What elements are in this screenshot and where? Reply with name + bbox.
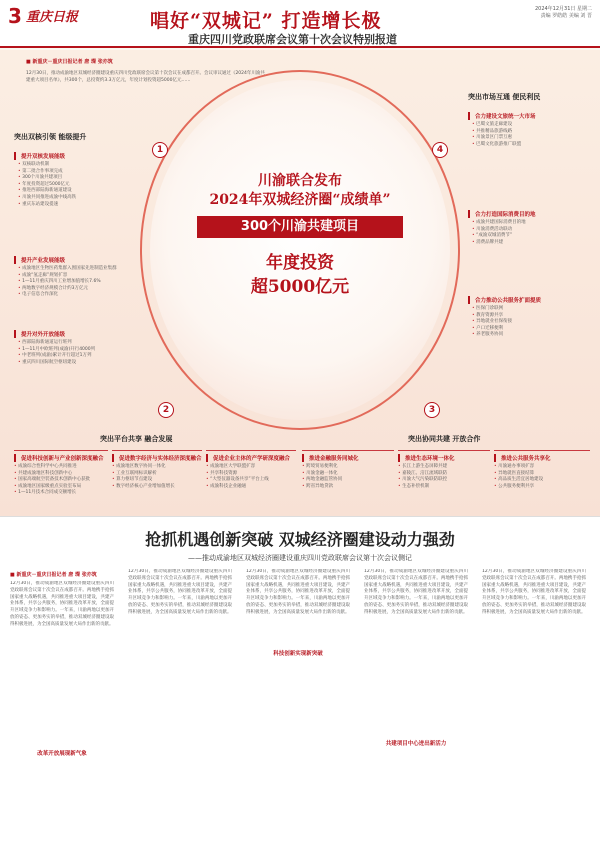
list-item: • 共建成渝地区科技创新中心 (14, 471, 108, 478)
page-content (0, 50, 600, 848)
section-number-1: 1 (152, 142, 168, 158)
list-item: • 成渝地区生物医药集群入围国家先进制造业集群 (18, 266, 128, 273)
section-title-1: 突出双核引领 能级提升 (14, 133, 87, 141)
list-item: • 1—11月重庆四川工业增加值增长7.6% (18, 279, 128, 286)
list-item: • 医保门诊联网 (472, 306, 592, 313)
list-item: • 年度投资超过5000亿元 (18, 182, 128, 189)
section1-group1-head: 提升双核发展能级 (14, 152, 65, 160)
feature-column-3: 12月30日，推动成渝地区双城经济圈建设重庆四川党政联席会议第十次会议在成都召开。两地携手抢抓国家重大战略机遇，共同推进重大项目建设，共建产业体系，共享公共服务，协同推进改革开放，全面提升区域竞争力和影响力。一年来，川渝两地以更加开放的姿态、更加务实的举措，推动双城经济圈建设取得积极进展，为全国高质量发展大局作出新的贡献。 (246, 569, 350, 615)
top-byline: ■ 新重庆－重庆日报记者 唐 璨 张亦筑 (26, 59, 113, 65)
list-item: • 生态补偿机制 (398, 484, 490, 491)
section2-group2-head: 促进数字经济与实体经济深度融合 (112, 454, 202, 462)
list-item: • 共享科技资源 (206, 471, 296, 478)
center-title-line1: 川渝联合发布 (258, 173, 342, 189)
list-item: • 共推精品旅游线路 (472, 129, 592, 136)
feature-title: 抢抓机遇创新突破 双城经济圈建设动力强劲 (145, 530, 455, 549)
list-item: • 成渝地区数字协同一体化 (112, 464, 202, 471)
section3-group2-list (398, 464, 490, 490)
list-item: • 教育资源共享 (472, 313, 592, 320)
list-item: • 长江上游生态屏障共建 (398, 464, 490, 471)
list-item: • 养老服务协同 (472, 332, 592, 339)
list-item: • 户口迁移便利 (472, 326, 592, 333)
section1-group1-list (18, 162, 128, 208)
list-item: • 成渝“氢走廊”规划扩容 (18, 273, 128, 280)
list-item: • 重庆东站建设提速 (18, 202, 128, 209)
list-item: • 两地金融监管协同 (302, 477, 394, 484)
feature-column-head-3: 共建项目中心迸出新活力 (364, 739, 468, 747)
feature-column-2: 12月30日，推动成渝地区双城经济圈建设重庆四川党政联席会议第十次会议在成都召开。两地携手抢抓国家重大战略机遇，共同推进重大项目建设，共建产业体系，共享公共服务，协同推进改革开放，全面提升区域竞争力和影响力。一年来，川渝两地以更加开放的姿态、更加务实的举措，推动双城经济圈建设取得积极进展，为全国高质量发展大局作出新的贡献。 (128, 569, 232, 615)
list-item: • 双核联动机制 (18, 162, 128, 169)
list-item: • 跨境贸易便利化 (302, 464, 394, 471)
page-number: 3 (8, 4, 22, 28)
section2-group1-head: 促进科技创新与产业创新深度融合 (14, 454, 108, 462)
editors: 责编 罗皓皓 美编 刘 晋 (540, 13, 592, 19)
section-title-4: 突出市场互通 便民利民 (468, 93, 541, 101)
section4-group3-list (472, 306, 592, 339)
list-item: • 1—11月技术合同成交额增长 (14, 490, 108, 497)
list-item: • 300个川渝共建项目 (18, 175, 128, 182)
list-item: • 国家高端航空装备技术创新中心获批 (14, 477, 108, 484)
section3-group2 (398, 450, 490, 490)
list-item: • “成渝双城消费节” (472, 233, 592, 240)
list-item: • 跨省异地贷款 (302, 484, 394, 491)
issue-date: 2024年12月31日 星期二 (534, 6, 592, 12)
section1-group2-head: 提升产业发展能级 (14, 256, 65, 264)
feature-subtitle: ——推动成渝地区双城经济圈建设重庆四川党政联席会议第十次会议侧记 (188, 554, 412, 562)
list-item: • 高品质生活宜居地建设 (494, 477, 590, 484)
list-item: • “大型仪器设备共享”平台上线 (206, 477, 296, 484)
list-item: • 成渝科技企业融通 (206, 484, 296, 491)
section3-group3 (494, 450, 590, 490)
section-number-2: 2 (158, 402, 174, 418)
feature-column-head-1: 改革开放展现新气象 (10, 749, 114, 757)
section3-group1-head: 推进金融服务同城化 (302, 454, 394, 462)
top-infographic (0, 50, 600, 516)
list-item: • 第二批合作事项完成 (18, 169, 128, 176)
list-item: • 成渝共建国际消费目的地 (472, 220, 592, 227)
list-item: • 公共服务便利共享 (494, 484, 590, 491)
list-item: • 算力枢纽节点建设 (112, 477, 202, 484)
list-item: • 数字经济核心产业增加值增长 (112, 484, 202, 491)
section-number-4: 4 (432, 142, 448, 158)
list-item: • 电子信息合作深化 (18, 292, 128, 299)
feature-column-5: 12月30日，推动成渝地区双城经济圈建设重庆四川党政联席会议第十次会议在成都召开。两地携手抢抓国家重大战略机遇，共同推进重大项目建设，共建产业体系，共享公共服务，协同推进改革开放，全面提升区域竞争力和影响力。一年来，川渝两地以更加开放的姿态、更加务实的举措，推动双城经济圈建设取得积极进展，为全国高质量发展大局作出新的贡献。 (482, 569, 586, 615)
subheadline: 重庆四川党政联席会议第十次会议特别报道 (188, 33, 397, 46)
list-item: • 异地就医直接结算 (494, 471, 590, 478)
section4-group1-list (472, 122, 592, 148)
list-item: • 成渝地区国家级重点实验室布局 (14, 484, 108, 491)
list-item: • 1—11月中欧班列(成渝)开行4000列 (18, 347, 128, 354)
section-title-3: 突出协同共建 开放合作 (408, 435, 481, 443)
list-item: • 消费品牌共建 (472, 240, 592, 247)
feature-article (0, 516, 600, 848)
list-item: • 推进西部陆海新通道建设 (18, 188, 128, 195)
list-item: • 川渝金融一体化 (302, 471, 394, 478)
center-title (180, 172, 420, 210)
list-item: • 成渝地区大学联盟扩容 (206, 464, 296, 471)
list-item: • 巴蜀文化旅游推广联盟 (472, 142, 592, 149)
section3-group1 (302, 450, 394, 490)
section-title-2: 突出平台共享 融合发展 (100, 435, 173, 443)
section4-group2-head: 合力打造国际消费目的地 (468, 210, 536, 218)
feature-byline: ■ 新重庆－重庆日报记者 唐 璨 张亦筑 (10, 572, 97, 578)
list-item: • 川渝消费活动联动 (472, 227, 592, 234)
list-item: • 嘉陵江、涪江流域联防 (398, 471, 490, 478)
list-item: • 中老班列(成渝)累计开行超过1万列 (18, 353, 128, 360)
section4-group3-head: 合力推动公共服务扩面提质 (468, 296, 541, 304)
paper-name: 重庆日报 (26, 10, 79, 25)
masthead (0, 0, 600, 48)
section3-group3-head: 推进公共服务共享化 (494, 454, 590, 462)
center-title-line2: 2024年双城经济圈“成绩单” (209, 192, 391, 208)
lead-text: 12月30日，推动成渝地区双城经济圈建设重庆四川党政联席会议第十次会议在成都召开。会议审议通过《2024年川渝共建重大项目名单》，共300个，总投资约3.3万亿元，年度计划投资超5000亿元…… (26, 71, 265, 83)
list-item: • 重庆四川国际航空枢纽建设 (18, 360, 128, 367)
section1-group3-head: 提升对外开放能级 (14, 330, 65, 338)
section3-group3-list (494, 464, 590, 490)
list-item: • 西部陆海新通道运行班列 (18, 340, 128, 347)
list-item: • 川渝景区门票互惠 (472, 135, 592, 142)
section4-group1-head: 合力建设文旅统一大市场 (468, 112, 536, 120)
list-item: • 两地数字经济规模合计约3万亿元 (18, 286, 128, 293)
feature-column-head-2: 科技创新实现新突破 (246, 649, 350, 657)
section1-group2-list (18, 266, 128, 299)
section2-group2 (112, 450, 202, 490)
section1-group3-list (18, 340, 128, 366)
section3-group1-list (302, 464, 394, 490)
feature-column-4: 12月30日，推动成渝地区双城经济圈建设重庆四川党政联席会议第十次会议在成都召开。两地携手抢抓国家重大战略机遇，共同推进重大项目建设，共建产业体系，共享公共服务，协同推进改革开放，全面提升区域竞争力和影响力。一年来，川渝两地以更加开放的姿态、更加务实的举措，推动双城经济圈建设取得积极进展，为全国高质量发展大局作出新的贡献。 (364, 569, 468, 615)
feature-column-1: 12月30日，推动成渝地区双城经济圈建设重庆四川党政联席会议第十次会议在成都召开。两地携手抢抓国家重大战略机遇，共同推进重大项目建设，共建产业体系，共享公共服务，协同推进改革开放，全面提升区域竞争力和影响力。一年来，川渝两地以更加开放的姿态、更加务实的举措，推动双城经济圈建设取得积极进展，为全国高质量发展大局作出新的贡献。 (10, 581, 114, 627)
list-item: • 巴蜀文旅走廊建设 (472, 122, 592, 129)
list-item: • 川渝共同推进成渝中线高铁 (18, 195, 128, 202)
list-item: • 川渝大气污染联防联控 (398, 477, 490, 484)
section2-group1 (14, 450, 108, 497)
invest-label: 年度投资 (266, 253, 334, 273)
list-item: • 成渝综合性科学中心共同推进 (14, 464, 108, 471)
date-block (520, 6, 592, 20)
section2-group3 (206, 450, 296, 490)
invest-value: 超5000亿元 (250, 277, 350, 297)
list-item: • 异地就业社保衔接 (472, 319, 592, 326)
section2-group1-list (14, 464, 108, 497)
section2-group2-list (112, 464, 202, 490)
section2-group3-head: 促进企业主体的产学研深度融合 (206, 454, 296, 462)
section-number-3: 3 (424, 402, 440, 418)
headline: 唱好“双城记” 打造增长极 (150, 10, 382, 32)
project-banner: 300个川渝共建项目 (197, 216, 403, 238)
section4-group2-list (472, 220, 592, 246)
section2-group3-list (206, 464, 296, 490)
list-item: • 川渝通办事项扩容 (494, 464, 590, 471)
list-item: • 工业互联网标识解析 (112, 471, 202, 478)
section3-group2-head: 推进生态环境一体化 (398, 454, 490, 462)
